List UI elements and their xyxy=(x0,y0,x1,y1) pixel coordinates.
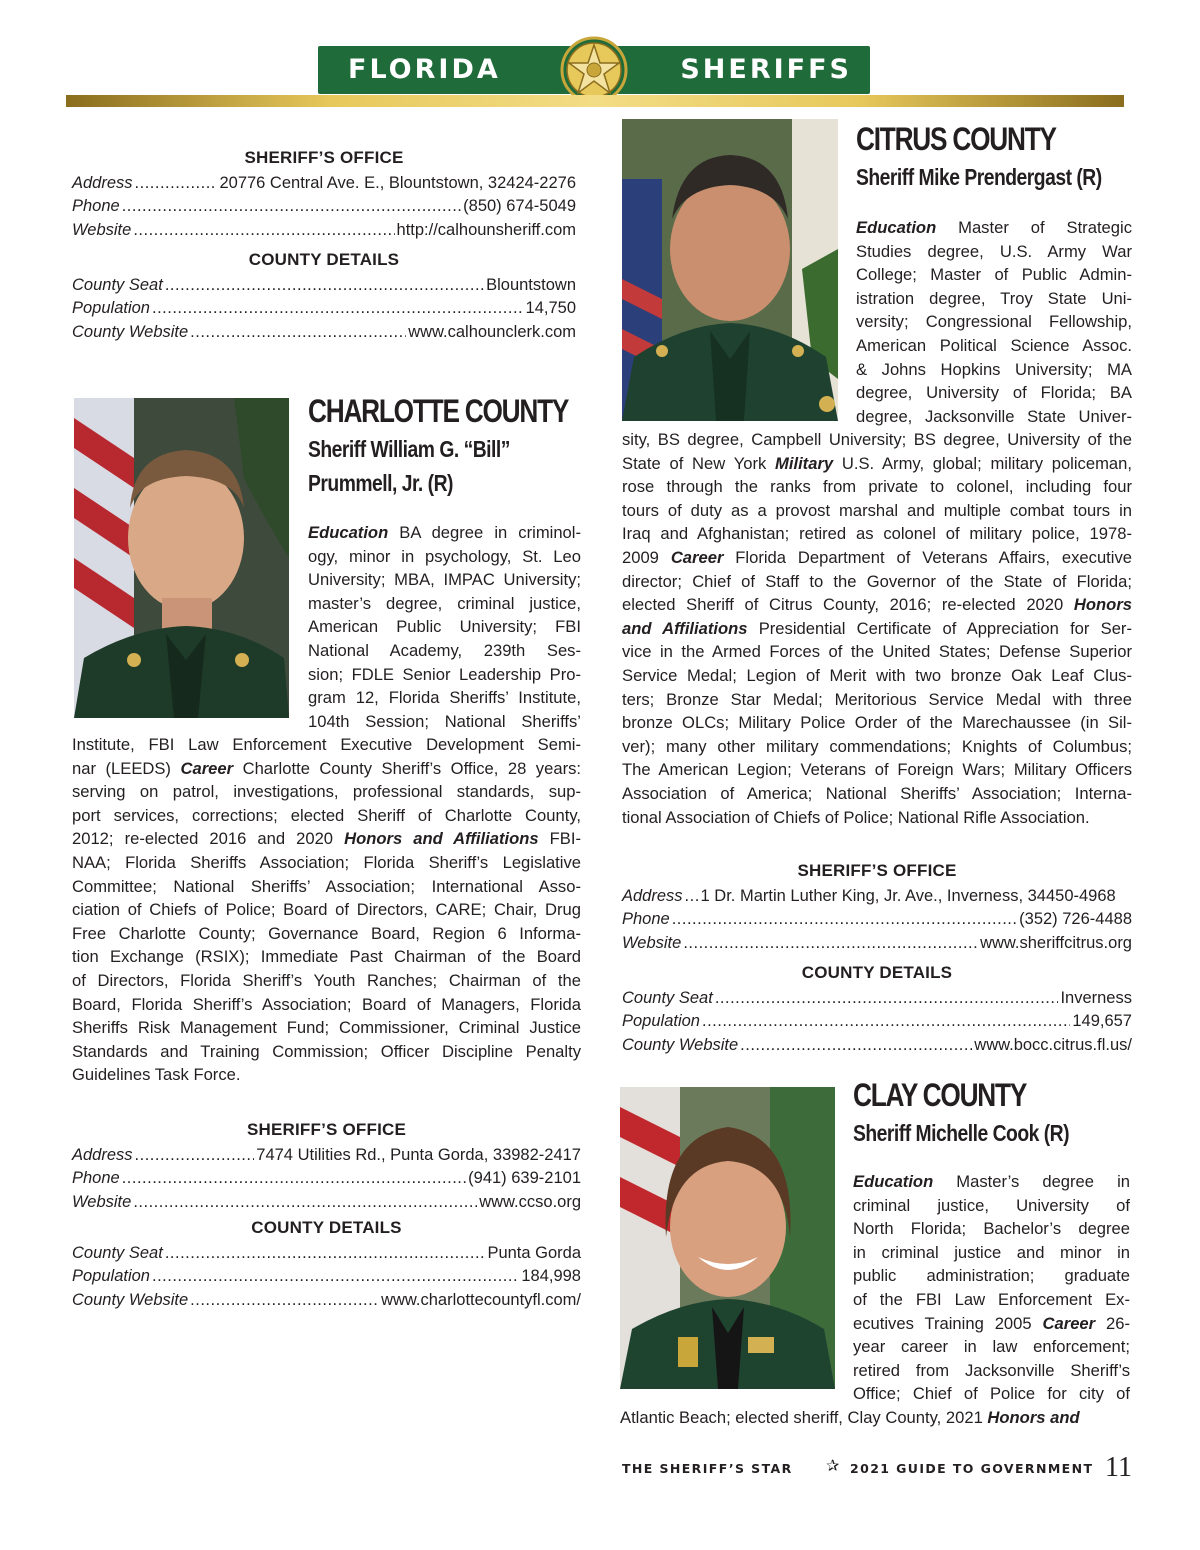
bio-line: degree, Jacksonville State Univer- xyxy=(856,406,1132,426)
bio-line: nar (LEEDS) Career Charlotte County Sheriff’s Office, 28 years: xyxy=(72,758,581,778)
section-heading: SHERIFF’S OFFICE xyxy=(246,1120,407,1139)
bio-line: The American Legion; Veterans of Foreign Wars; Military Officers xyxy=(622,760,1132,780)
bio-line: ciation of Chiefs of Police; Board of Directors, CARE; Chair, Drug xyxy=(72,900,581,920)
bio-line: director; Chief of Staff to the Governor of the State of Florida; xyxy=(622,571,1132,591)
bio-line: Committee; National Sheriffs’ Association; International Asso- xyxy=(72,876,581,896)
citrus-bio-full xyxy=(622,428,1132,829)
county-seat-value: Punta Gorda xyxy=(487,1243,581,1262)
field-label: County Seat xyxy=(622,988,713,1007)
county-website-row xyxy=(72,321,576,345)
field-label: Address xyxy=(622,886,683,905)
bio-line: Education Master’s degree in xyxy=(853,1172,1130,1191)
charlotte-info-block xyxy=(72,1114,581,1312)
address-row xyxy=(72,1144,581,1168)
bio-section-label: Career xyxy=(180,758,234,778)
bio-line: criminal justice, University of xyxy=(853,1195,1130,1215)
bio-line: sion; FDLE Senior Leadership Pro- xyxy=(308,664,581,684)
phone-row xyxy=(72,195,576,219)
phone-row xyxy=(622,908,1132,932)
bio-line: Free Charlotte County; Governance Board, Region 6 Informa- xyxy=(72,923,581,943)
masthead-right-word: SHERIFFS xyxy=(680,54,852,85)
section-heading: COUNTY DETAILS xyxy=(801,963,953,982)
bio-line: master’s degree, criminal justice, xyxy=(308,593,581,613)
bio-line: port services, corrections; elected Sheriff of Charlotte County, xyxy=(72,805,581,825)
portrait-male-icon xyxy=(74,398,289,718)
website-link[interactable]: www.ccso.org xyxy=(479,1192,581,1211)
clay-bio-wrap xyxy=(853,1170,1130,1406)
bio-line: North Florida; Bachelor’s degree xyxy=(853,1219,1130,1239)
bio-line: tours of duty as a provost marshal and multiple combat tours in xyxy=(622,500,1132,520)
portrait-female-icon xyxy=(620,1087,835,1389)
charlotte-bio-full xyxy=(72,733,581,1087)
bio-line: istration degree, Troy State Uni- xyxy=(856,288,1132,308)
county-seat-value: Inverness xyxy=(1060,988,1132,1007)
bio-line: Guidelines Task Force. xyxy=(72,1065,241,1085)
sheriff-portrait-photo xyxy=(622,119,838,421)
field-label: Phone xyxy=(72,1169,120,1187)
phone-value: (941) 639-2101 xyxy=(468,1169,581,1187)
section-heading: SHERIFF’S OFFICE xyxy=(244,148,404,167)
bio-line: year career in law enforcement; xyxy=(853,1337,1130,1357)
citrus-info-block xyxy=(622,855,1132,1057)
bio-section-label: Education xyxy=(853,1172,934,1191)
address-row xyxy=(622,885,1132,909)
county-seat-row xyxy=(622,987,1132,1011)
address-row xyxy=(72,172,576,196)
bio-line: NAA; Florida Sheriffs Association; Florida Sheriff’s Legislative xyxy=(72,852,581,872)
star-icon: ✰ xyxy=(826,1456,841,1475)
sheriff-star-badge-icon xyxy=(560,36,628,104)
portrait-male-icon xyxy=(622,119,838,421)
field-label: County Seat xyxy=(72,1243,163,1262)
bio-line: bronze OLCs; Military Police Order of the Marechaussee (in Sil- xyxy=(622,713,1132,733)
phone-value: (850) 674-5049 xyxy=(463,197,576,215)
bio-line: American Public University; FBI xyxy=(308,617,581,637)
county-seat-row xyxy=(72,274,576,298)
sheriff-name: Sheriff William G. “Bill” xyxy=(308,436,510,462)
website-link[interactable]: www.sheriffcitrus.org xyxy=(980,933,1132,952)
bio-line: versity; Congressional Fellowship, xyxy=(856,312,1132,332)
field-label: County Seat xyxy=(72,275,163,294)
bio-line: Education BA degree in criminol- xyxy=(308,523,581,542)
bio-line: ogy, minor in psychology, St. Leo xyxy=(308,546,581,566)
bio-line: Service Medal; Legion of Merit with two bronze Oak Leaf Clus- xyxy=(622,665,1132,685)
field-label: Website xyxy=(72,1192,132,1211)
bio-line: University; MBA, IMPAC University; xyxy=(308,570,581,590)
bio-line: Education Master of Strategic xyxy=(856,218,1132,237)
bio-line: 2012; re-elected 2016 and 2020 Honors and Affiliations FBI- xyxy=(72,829,581,849)
masthead-left-word: FLORIDA xyxy=(348,54,501,85)
county-website-link[interactable]: www.charlottecountyfl.com/ xyxy=(381,1290,581,1309)
bio-section-label: Honors xyxy=(1073,595,1132,615)
bio-line: Iraq and Afghanistan; retired as colonel of military police, 1978- xyxy=(622,524,1132,544)
bio-section-label: and Affiliations xyxy=(622,618,748,638)
field-label: Population xyxy=(622,1012,700,1030)
bio-line: College; Master of Public Admin- xyxy=(856,265,1132,285)
bio-line: Sheriffs Risk Management Fund; Commissioner, Criminal Justice xyxy=(72,1018,581,1038)
county-title: CLAY COUNTY xyxy=(853,1077,1027,1113)
bio-section-label: Education xyxy=(856,218,937,237)
bio-line: vice in the Armed Forces of the United States; Defense Superior xyxy=(622,642,1132,662)
bio-section-label: Career xyxy=(1042,1313,1096,1333)
section-heading: COUNTY DETAILS xyxy=(251,1218,402,1237)
sheriff-portrait-photo xyxy=(74,398,289,718)
bio-line: and Affiliations Presidential Certificate of Appreciation for Ser- xyxy=(622,618,1132,638)
bio-line: Board, Florida Sheriff’s Association; Board of Managers, Florida xyxy=(72,994,581,1014)
page-footer xyxy=(622,1452,1132,1486)
bio-line: serving on patrol, investigations, professional standards, sup- xyxy=(72,782,581,802)
bio-line: sity, BS degree, Campbell University; BS degree, University of the xyxy=(622,430,1132,449)
county-title: CITRUS COUNTY xyxy=(856,121,1056,157)
field-label: Phone xyxy=(72,197,120,215)
website-link[interactable]: http://calhounsheriff.com xyxy=(396,220,576,239)
bio-line: Studies degree, U.S. Army War xyxy=(856,241,1132,261)
bio-line: in criminal justice and minor in xyxy=(853,1242,1130,1262)
bio-line: Atlantic Beach; elected sheriff, Clay County, 2021 Honors and xyxy=(620,1408,1080,1427)
bio-line: rose through the ranks from private to colonel, including four xyxy=(622,477,1132,497)
field-label: County Website xyxy=(622,1035,739,1054)
field-label: Address xyxy=(72,173,133,192)
bio-line: American Political Science Assoc. xyxy=(856,335,1132,355)
county-seat-row xyxy=(72,1242,581,1266)
bio-line: degree, University of Florida; BA xyxy=(856,383,1132,403)
bio-line: State of New York Military U.S. Army, global; military policeman, xyxy=(622,453,1132,473)
field-label: Address xyxy=(72,1145,133,1164)
sheriff-name: Sheriff Michelle Cook (R) xyxy=(853,1120,1070,1146)
county-title: CHARLOTTE COUNTY xyxy=(308,393,569,429)
address-value: 7474 Utilities Rd., Punta Gorda, 33982-2417 xyxy=(256,1145,581,1164)
sheriff-name: Prummell, Jr. (R) xyxy=(308,470,453,496)
sheriff-portrait-photo xyxy=(620,1087,835,1389)
bio-line: gram 12, Florida Sheriffs’ Institute, xyxy=(308,688,581,708)
website-row xyxy=(72,1191,581,1215)
charlotte-bio-wrap xyxy=(308,521,581,733)
section-heading: COUNTY DETAILS xyxy=(248,250,400,269)
bio-line: & Johns Hopkins University; MA xyxy=(856,359,1132,379)
bio-line: public administration; graduate xyxy=(853,1266,1130,1286)
calhoun-info-block xyxy=(72,142,576,344)
field-label: Population xyxy=(72,299,150,317)
population-row xyxy=(622,1010,1132,1034)
publication-name: THE SHERIFF’S STAR xyxy=(622,1461,793,1476)
bio-line: retired from Jacksonville Sheriff’s xyxy=(853,1360,1130,1380)
field-label: Population xyxy=(72,1267,150,1285)
bio-line: Association of America; National Sheriffs’ Association; Interna- xyxy=(622,783,1132,803)
citrus-bio-wrap xyxy=(856,216,1132,428)
bio-line: of Directors, Florida Sheriff’s Youth Ranches; Chairman of the xyxy=(72,970,581,990)
bio-line: Office; Chief of Police for city of xyxy=(853,1384,1130,1404)
field-label: Website xyxy=(72,220,132,239)
field-label: County Website xyxy=(72,1290,189,1309)
phone-value: (352) 726-4488 xyxy=(1019,910,1132,928)
bio-section-label: Military xyxy=(775,453,834,473)
bio-line: ecutives Training 2005 Career 26- xyxy=(853,1313,1131,1333)
bio-line: ver); many other military commendations; Knights of Columbus; xyxy=(622,736,1132,756)
bio-line: tion Exchange (RSIX); Immediate Past Chairman of the Board xyxy=(72,947,581,967)
bio-section-label: Honors and xyxy=(987,1408,1080,1427)
publication-subtitle: 2021 GUIDE TO GOVERNMENT xyxy=(850,1461,1094,1476)
sheriff-name: Sheriff Mike Prendergast (R) xyxy=(856,164,1102,190)
phone-row xyxy=(72,1167,581,1191)
field-label: County Website xyxy=(72,322,189,341)
bio-section-label: Honors and Affiliations xyxy=(344,829,539,849)
header-gold-rule xyxy=(66,95,1124,107)
bio-line: tional Association of Chiefs of Police; National Rifle Association. xyxy=(622,807,1090,827)
bio-line: National Academy, 239th Ses- xyxy=(308,640,581,660)
population-value: 14,750 xyxy=(525,299,576,317)
field-label: Website xyxy=(622,933,682,952)
bio-line: Standards and Training Commission; Officer Discipline Penalty xyxy=(72,1041,581,1061)
population-value: 184,998 xyxy=(521,1267,581,1285)
bio-line: Institute, FBI Law Enforcement Executive Development Semi- xyxy=(72,735,581,754)
county-website-row xyxy=(622,1034,1132,1058)
bio-section-label: Career xyxy=(670,547,724,567)
bio-line: elected Sheriff of Citrus County, 2016; re-elected 2020 Honors xyxy=(622,595,1132,615)
county-website-link[interactable]: www.bocc.citrus.fl.us/ xyxy=(974,1035,1132,1054)
field-label: Phone xyxy=(622,910,670,928)
county-website-link[interactable]: www.calhounclerk.com xyxy=(408,322,576,341)
bio-line: 2009 Career Florida Department of Veterans Affairs, executive xyxy=(622,547,1132,567)
county-website-row xyxy=(72,1289,581,1313)
section-heading: SHERIFF’S OFFICE xyxy=(797,861,957,880)
population-row xyxy=(72,1265,581,1289)
county-seat-value: Blountstown xyxy=(486,275,576,294)
bio-section-label: Education xyxy=(308,523,389,542)
masthead-banner xyxy=(318,46,870,94)
website-row xyxy=(72,219,576,243)
bio-line: of the FBI Law Enforcement Ex- xyxy=(853,1289,1130,1309)
clay-bio-full xyxy=(620,1406,1130,1430)
page-number: 11 xyxy=(1105,1452,1132,1483)
population-row xyxy=(72,297,576,321)
population-value: 149,657 xyxy=(1072,1012,1132,1030)
bio-line: ters; Bronze Star Medal; Meritorious Service Medal with three xyxy=(622,689,1132,709)
address-value: 1 Dr. Martin Luther King, Jr. Ave., Inverness, 34450-4968 xyxy=(700,886,1116,905)
bio-line: 104th Session; National Sheriffs’ xyxy=(308,711,581,731)
website-row xyxy=(622,932,1132,956)
address-value: 20776 Central Ave. E., Blountstown, 32424-2276 xyxy=(219,173,576,192)
